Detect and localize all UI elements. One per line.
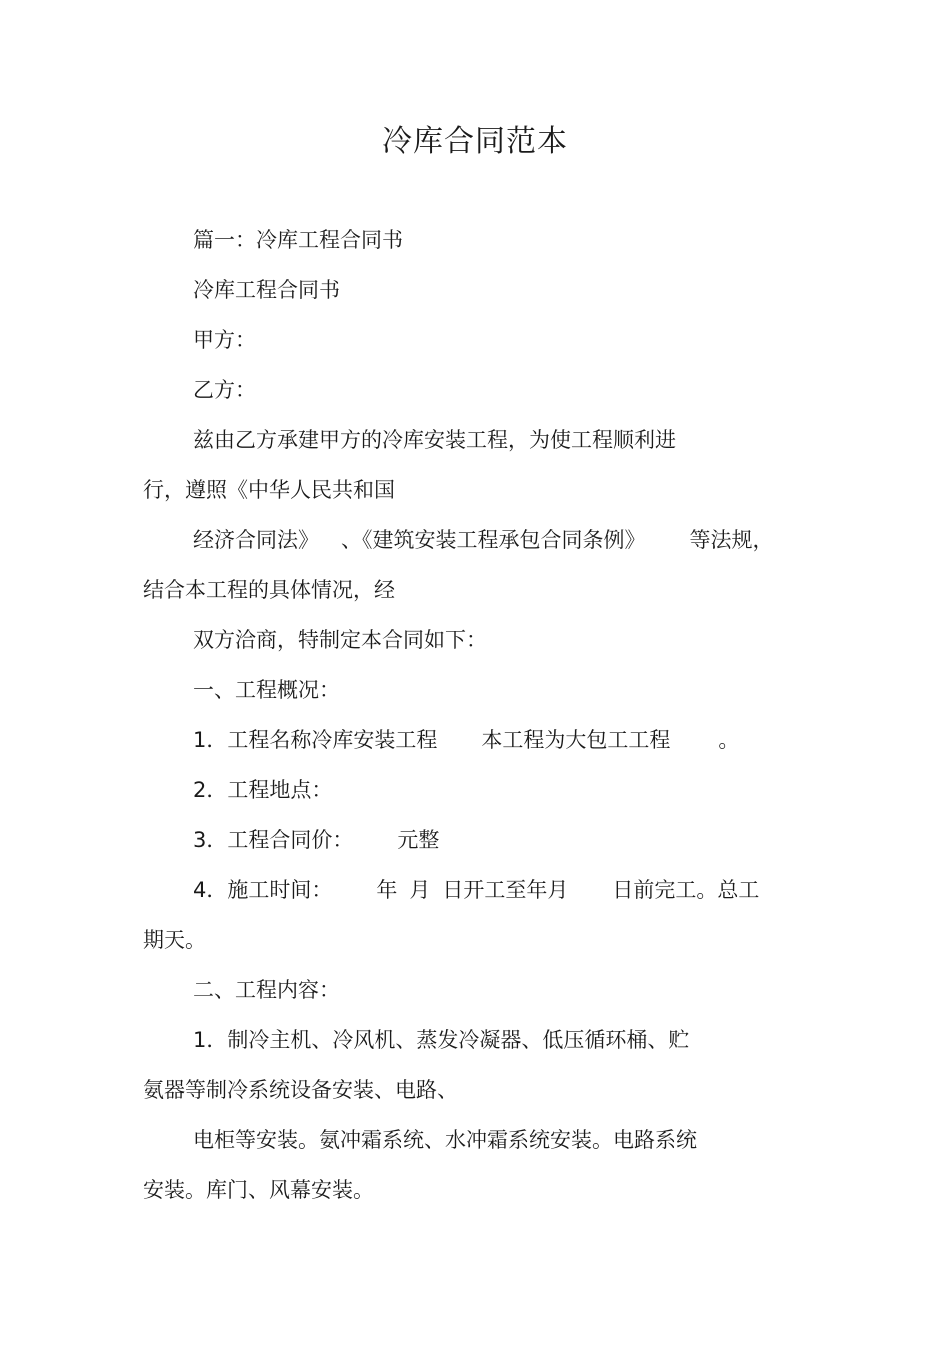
clause-project-name (193, 725, 739, 755)
document-title: 冷库合同范本 (382, 124, 568, 159)
text-fragment: 年 (376, 878, 398, 902)
party-a-label: 甲方： (193, 328, 256, 352)
paragraph-law-line (193, 525, 774, 555)
text-fragment: 月 (409, 878, 431, 902)
text-fragment: 日开工至年月 (442, 878, 569, 902)
text-fragment: 等法规， (689, 528, 774, 552)
text-fragment: 日前完工。总工 (612, 878, 760, 902)
clause-contract-price (193, 825, 439, 855)
text-fragment: 1．工程名称冷库安装工程 (193, 728, 438, 752)
clause-project-location: 2．工程地点： (193, 778, 333, 802)
section-heading-part1: 篇一：冷库工程合同书 (193, 228, 403, 252)
clause-construction-time: 期天。 (143, 928, 206, 952)
text-fragment: 3．工程合同价： (193, 828, 354, 852)
text-fragment: 元整 (397, 828, 440, 852)
clause-scope-line: 电柜等安装。氨冲霜系统、水冲霜系统安装。电路系统 (193, 1128, 697, 1152)
paragraph-intro-line: 兹由乙方承建甲方的冷库安装工程，为使工程顺利进 (193, 428, 676, 452)
text-fragment: 。 (718, 728, 740, 752)
text-fragment: 、《建筑安装工程承包合同条例》 (341, 528, 646, 552)
paragraph-law-line: 结合本工程的具体情况，经 (143, 578, 395, 602)
text-fragment: 经济合同法》 (193, 528, 319, 552)
clause-construction-time (193, 875, 759, 905)
paragraph-intro-line: 行，遵照《中华人民共和国 (143, 478, 395, 502)
section-heading-content: 二、工程内容： (193, 978, 340, 1002)
text-fragment: 4．施工时间： (193, 878, 333, 902)
contract-subtitle: 冷库工程合同书 (193, 278, 340, 302)
clause-scope-line: 氨器等制冷系统设备安装、电路、 (143, 1078, 458, 1102)
paragraph-agreement-line: 双方洽商，特制定本合同如下： (193, 628, 487, 652)
text-fragment: 本工程为大包工工程 (481, 728, 671, 752)
clause-scope-line: 1．制冷主机、冷风机、蒸发冷凝器、低压循环桶、贮 (193, 1028, 690, 1052)
party-b-label: 乙方： (193, 378, 256, 402)
section-heading-overview: 一、工程概况： (193, 678, 340, 702)
clause-scope-line: 安装。库门、风幕安装。 (143, 1178, 374, 1202)
